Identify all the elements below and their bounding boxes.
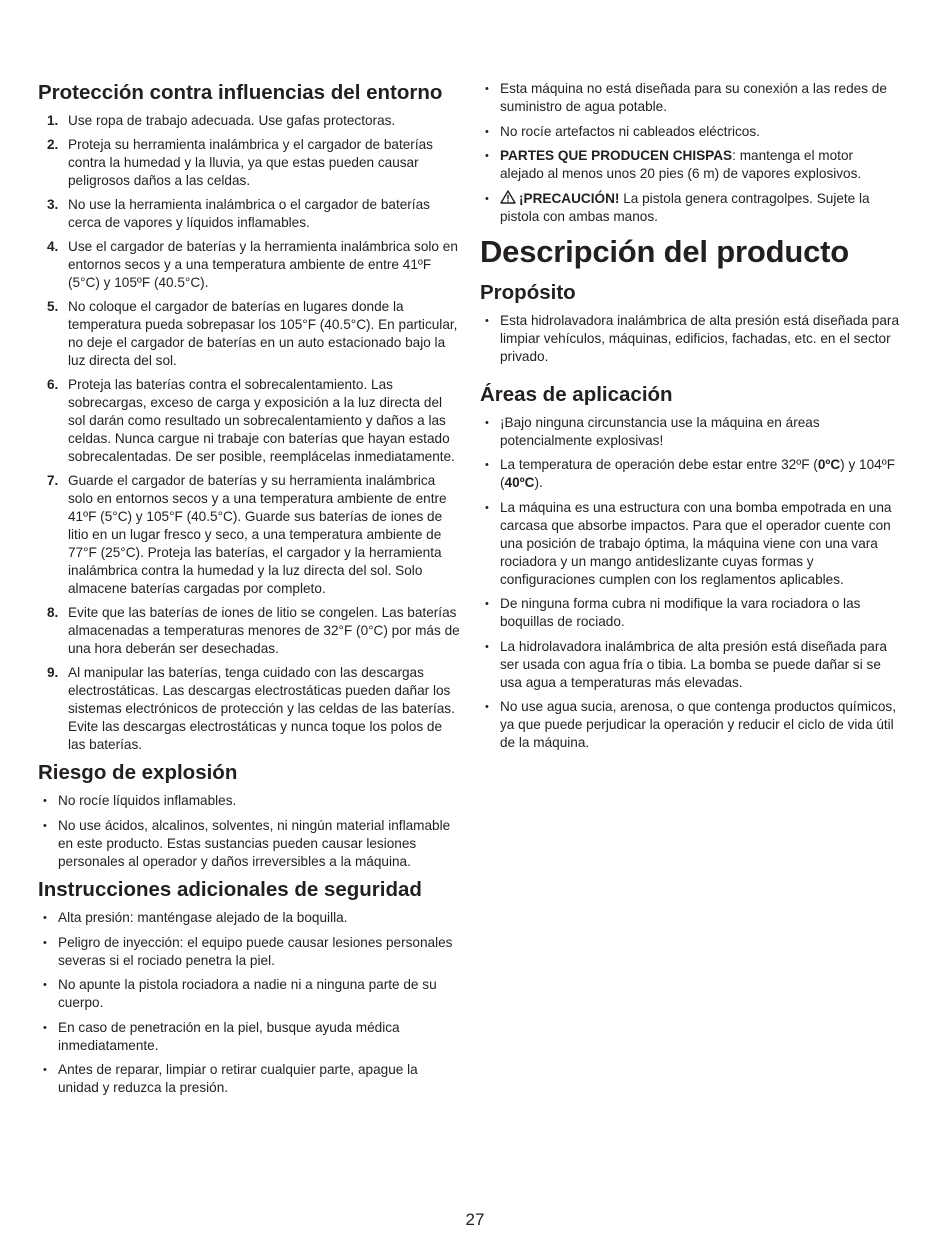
item-text: No use agua sucia, arenosa, o que contenga productos químicos, ya que puede perjudicar la operación y reducir el ciclo de vida útil de la máquina. bbox=[500, 699, 896, 750]
bullet: • bbox=[43, 912, 47, 924]
list-item bbox=[38, 238, 460, 292]
list-item bbox=[480, 80, 900, 116]
item-text: No rocíe artefactos ni cableados eléctricos. bbox=[500, 123, 760, 139]
bullet: • bbox=[485, 192, 489, 205]
bullet: • bbox=[485, 598, 489, 610]
temp-min-celsius: 0ºC bbox=[817, 457, 841, 472]
list-item bbox=[480, 595, 900, 631]
item-text: Use ropa de trabajo adecuada. Use gafas protectoras. bbox=[68, 113, 396, 128]
warning-triangle-icon bbox=[500, 190, 516, 204]
item-text: Evite que las baterías de iones de litio se congelen. Las baterías almacenadas a temperaturas menores de 32°F (0°C) por más de una hora deberán ser desechadas. bbox=[68, 605, 460, 656]
list-item bbox=[480, 123, 900, 141]
item-text: Al manipular las baterías, tenga cuidado con las descargas electrostáticas. Las descargas electrostáticas pueden dañar los sistemas electrónicos de protección y las celdas de las baterías. Evite las descargas electrostáticas y nunca toque los polos de las baterías. bbox=[68, 665, 455, 752]
environment-list bbox=[38, 112, 460, 754]
bullet: • bbox=[43, 1021, 47, 1034]
item-text: De ninguna forma cubra ni modifique la vara rociadora o las boquillas de rociado. bbox=[500, 596, 861, 629]
list-item bbox=[38, 376, 460, 466]
bullet: • bbox=[485, 125, 489, 138]
bullet: • bbox=[43, 819, 47, 832]
bullet: • bbox=[485, 501, 489, 514]
section-title-environment: Protección contra influencias del entorno bbox=[38, 81, 443, 104]
list-item bbox=[38, 472, 460, 598]
list-item bbox=[480, 312, 900, 366]
item-text: ¡Bajo ninguna circunstancia use la máquina en áreas potencialmente explosivas! bbox=[500, 414, 820, 448]
sparks-text: : mantenga el motor alejado al menos unos 20 pies (6 m) de vapores explosivos. bbox=[500, 148, 862, 181]
item-text: La temperatura de operación debe estar entre 32ºF ( bbox=[500, 457, 818, 472]
item-number: 2. bbox=[47, 137, 59, 152]
list-item bbox=[38, 604, 460, 658]
list-item bbox=[38, 792, 460, 810]
item-text: Use el cargador de baterías y la herramienta inalámbrica solo en entornos secos y a una temperatura ambiente de entre 41ºF (5°C) y 105ºF (40.5°C). bbox=[68, 239, 458, 290]
right-column bbox=[480, 80, 900, 759]
list-item bbox=[480, 147, 900, 183]
item-text: Esta hidrolavadora inalámbrica de alta presión está diseñada para limpiar vehículos, máquinas, edificios, fachadas, etc. en el sector privado. bbox=[500, 312, 899, 364]
item-number: 8. bbox=[47, 605, 59, 620]
item-text: Alta presión: manténgase alejado de la boquilla. bbox=[58, 910, 348, 925]
item-number: 7. bbox=[47, 473, 59, 488]
item-text: La hidrolavadora inalámbrica de alta presión está diseñada para ser usada con agua fría o tibia. La bomba se puede dañar si se usa agua a temperaturas más elevadas. bbox=[500, 638, 887, 690]
list-item bbox=[38, 1019, 460, 1055]
left-column bbox=[38, 80, 460, 1104]
list-item bbox=[480, 190, 900, 226]
item-text: No rocíe líquidos inflamables. bbox=[58, 793, 237, 808]
section-title-additional-safety: Instrucciones adicionales de seguridad bbox=[38, 878, 422, 901]
additional-safety-list bbox=[38, 909, 460, 1097]
list-item bbox=[38, 136, 460, 190]
list-item bbox=[38, 909, 460, 927]
item-number: 6. bbox=[47, 377, 59, 392]
bullet: • bbox=[43, 1064, 47, 1076]
item-text: No apunte la pistola rociadora a nadie ni a ninguna parte de su cuerpo. bbox=[58, 977, 437, 1010]
item-text: No coloque el cargador de baterías en lugares donde la temperatura pueda sobrepasar los 105°F (40.5°C). En particular, no deje el cargador de baterías en un auto estacionado bajo la luz directa del sol. bbox=[68, 299, 458, 368]
item-text: En caso de penetración en la piel, busque ayuda médica inmediatamente. bbox=[58, 1019, 400, 1053]
list-item bbox=[480, 414, 900, 450]
list-item bbox=[38, 817, 460, 871]
list-item bbox=[38, 934, 460, 970]
section-title-explosion-risk: Riesgo de explosión bbox=[38, 761, 238, 784]
item-text: Antes de reparar, limpiar o retirar cualquier parte, apague la unidad y reduzca la presión. bbox=[58, 1062, 418, 1095]
bullet: • bbox=[485, 701, 489, 713]
bullet: • bbox=[485, 150, 489, 162]
section-title-purpose: Propósito bbox=[480, 280, 576, 304]
item-text: No use la herramienta inalámbrica o el cargador de baterías cerca de vapores y líquidos inflamables. bbox=[68, 197, 430, 230]
list-item bbox=[480, 698, 900, 752]
list-item bbox=[38, 976, 460, 1012]
caution-label: ¡PRECAUCIÓN! bbox=[519, 190, 620, 206]
list-item bbox=[38, 112, 460, 130]
list-item bbox=[480, 499, 900, 589]
application-areas-list bbox=[480, 414, 900, 753]
item-number: 4. bbox=[47, 239, 59, 254]
item-number: 9. bbox=[47, 665, 59, 680]
caution-text: La pistola genera contragolpes. Sujete la pistola con ambas manos. bbox=[500, 190, 870, 224]
item-number: 1. bbox=[47, 113, 59, 128]
bullet: • bbox=[485, 83, 489, 95]
section-title-application-areas: Áreas de aplicación bbox=[480, 382, 673, 406]
list-item bbox=[38, 196, 460, 232]
item-text: Peligro de inyección: el equipo puede causar lesiones personales severas si el rociado penetra la piel. bbox=[58, 934, 453, 968]
item-text: ) y 104ºF ( bbox=[500, 457, 895, 490]
list-item bbox=[480, 456, 900, 492]
item-text: No use ácidos, alcalinos, solventes, ni ningún material inflamable en este producto. Estas sustancias pueden causar lesiones personales al operador y daños irreversibles a la máquina. bbox=[58, 817, 451, 869]
list-item bbox=[38, 664, 460, 754]
bullet: • bbox=[43, 795, 47, 807]
item-number: 3. bbox=[47, 197, 59, 212]
additional-safety-list-continued bbox=[480, 80, 900, 226]
bullet: • bbox=[485, 459, 489, 471]
item-text: Guarde el cargador de baterías y su herramienta inalámbrica solo en entornos secos y a una temperatura ambiente de entre 41ºF (5°C) y 105°F (40.5°C). Guarde sus baterías de iones de litio en un lugar fresco y seco, a una temperatura ambiente de 77°F (25°C). Proteja las baterías, el cargador y la herramienta inalámbrica contra la humedad y la luz directa del sol. Solo almacene baterías cargadas por completo. bbox=[68, 473, 447, 596]
list-item bbox=[38, 298, 460, 370]
item-text: Proteja las baterías contra el sobrecalentamiento. Las sobrecargas, exceso de carga y exposición a la luz directa del sol darán como resultado un sobrecalentamiento y daños a las celdas. Nunca cargue ni trabaje con baterías que hayan estado sobrecalentadas. De ser posible, reemplácelas inmediatamente. bbox=[68, 377, 455, 464]
bullet: • bbox=[485, 640, 489, 653]
item-text: Esta máquina no está diseñada para su conexión a las redes de suministro de agua potable. bbox=[500, 81, 887, 114]
item-text: Proteja su herramienta inalámbrica y el cargador de baterías contra la humedad y la lluvia, ya que estas pueden causar peligrosos daños a las celdas. bbox=[68, 137, 433, 188]
item-text: La máquina es una estructura con una bomba empotrada en una carcasa que absorbe impactos. Para que el operador cuente con una posición de trabajo óptima, la máquina viene con una vara rociadora y un mango antideslizante cuyas formas y configuraciones cumplen con los reglamentos aplicables. bbox=[500, 499, 892, 587]
item-text: ). bbox=[534, 475, 543, 490]
explosion-risk-list bbox=[38, 792, 460, 871]
bullet: • bbox=[43, 979, 47, 991]
purpose-list bbox=[480, 312, 900, 366]
list-item bbox=[38, 1061, 460, 1097]
bullet: • bbox=[43, 936, 47, 949]
sparks-label: PARTES QUE PRODUCEN CHISPAS bbox=[500, 148, 733, 163]
bullet: • bbox=[485, 416, 489, 429]
list-item bbox=[480, 638, 900, 692]
page-number: 27 bbox=[465, 1210, 485, 1229]
temp-max-celsius: 40ºC bbox=[504, 475, 535, 490]
page-main-title: Descripción del producto bbox=[480, 233, 849, 269]
item-number: 5. bbox=[47, 299, 59, 314]
bullet: • bbox=[485, 314, 489, 327]
